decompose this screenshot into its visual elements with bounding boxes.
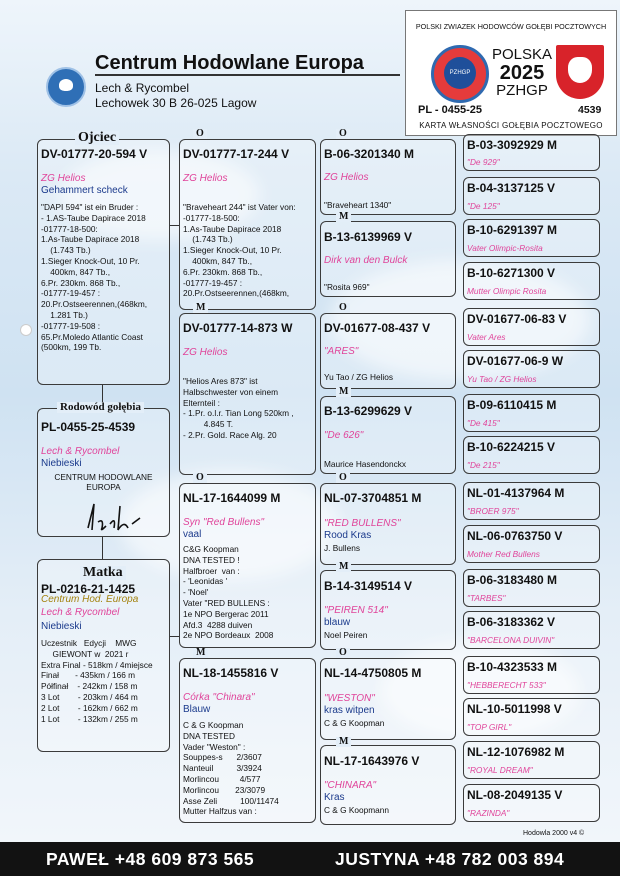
page-title: Centrum Hodowlane Europa xyxy=(95,52,364,74)
ancestor-ring: B-14-3149514 V xyxy=(324,579,413,593)
ancestor-box xyxy=(320,658,456,740)
great-ancestor-name: "BARCELONA DUIVIN" xyxy=(467,635,555,645)
great-ancestor-box xyxy=(463,569,600,607)
sire-mother-ring: DV-01777-14-873 W xyxy=(183,321,293,335)
great-ancestor-ring: B-06-3183480 M xyxy=(467,573,558,587)
signature-icon xyxy=(80,498,160,538)
father-box xyxy=(37,139,170,385)
ancestor-ring: NL-07-3704851 M xyxy=(324,491,422,505)
ancestor-box xyxy=(320,483,456,565)
great-ancestor-box xyxy=(463,741,600,779)
mother-ring: PL-0216-21-1425 xyxy=(41,582,136,596)
bird-owner: Lech & Rycombel xyxy=(41,446,120,457)
great-ancestor-ring: NL-12-1076982 M xyxy=(467,745,565,759)
great-ancestor-ring: NL-10-5011998 V xyxy=(467,702,562,716)
ancestor-box xyxy=(320,139,456,215)
dam-father-ring: NL-17-1644099 M xyxy=(183,491,281,505)
ancestor-color: Kras xyxy=(324,792,345,803)
father-label: Ojciec xyxy=(75,131,119,145)
ancestor-box xyxy=(320,221,456,297)
ancestor-sex: M xyxy=(336,737,351,747)
ancestor-name: "RED BULLENS" xyxy=(324,518,401,529)
dam-mother-color: Blauw xyxy=(183,704,211,715)
ancestor-info: Maurice Hasendonckx xyxy=(324,459,407,469)
ancestor-info: J. Bullens xyxy=(324,543,360,553)
sire-mother-sex: M xyxy=(193,303,208,313)
great-ancestor-name: "De 125" xyxy=(467,201,500,211)
great-ancestor-name: Vater Olimpic-Rosita xyxy=(467,243,543,253)
mother-breeder: Centrum Hod. Europa xyxy=(41,594,139,605)
sire-mother-box xyxy=(179,313,316,475)
owner-address: Lechowek 30 B 26-025 Lagow xyxy=(95,96,257,110)
dam-father-info: C&G Koopman DNA TESTED ! Halfbroer van : - 'Leonidas ' - 'Noel' Vater "RED BULLENS : 1e NPO Bergerac 2011 Afd.3 4288 duiven 2e NPO Bordeaux 2008 xyxy=(183,544,274,641)
great-ancestor-ring: B-04-3137125 V xyxy=(467,181,556,195)
great-ancestor-ring: NL-01-4137964 M xyxy=(467,486,565,500)
great-ancestor-name: Vater Ares xyxy=(467,332,506,342)
contact-pawel: PAWEŁ +48 609 873 565 xyxy=(46,849,255,869)
ancestor-ring: B-13-6299629 V xyxy=(324,404,413,418)
card-country-year xyxy=(488,47,556,99)
dam-mother-box xyxy=(179,658,316,823)
great-ancestor-box xyxy=(463,436,600,474)
great-ancestor-name: "De 215" xyxy=(467,460,500,470)
ancestor-color: kras witpen xyxy=(324,705,375,716)
ancestor-box xyxy=(320,570,456,650)
father-color: Gehammert scheck xyxy=(41,185,128,196)
card-count: 4539 xyxy=(578,104,602,116)
father-name: ZG Helios xyxy=(41,173,86,184)
ancestor-name: "WESTON" xyxy=(324,693,375,704)
sire-father-box xyxy=(179,139,316,310)
father-info: "DAPI 594" ist ein Bruder : - 1.AS-Taube Dapirace 2018 -01777-18-500: 1.As-Taube Dapirace 2018 (1.743 Tb.) 1.Sieger Knock-Out, 10 Pr. 400km, 847 Tb., 6.Pr. 230km. 868 Tb., -01777-19-457 : 20.Pr.Ostseerennen,(468km, 1.281 Tb.) -01777-19-508 : 65.Pr.Moledo Atlantic Coast (500km, 199 Tb. xyxy=(41,202,148,353)
bird-breeder-2: EUROPA xyxy=(86,482,121,492)
ancestor-ring: NL-14-4750805 M xyxy=(324,666,422,680)
ancestor-sex: O xyxy=(336,129,350,139)
ancestor-info: Noel Peiren xyxy=(324,630,368,640)
dam-father-name: Syn "Red Bullens" xyxy=(183,517,265,528)
great-ancestor-box xyxy=(463,394,600,432)
ancestor-color: blauw xyxy=(324,617,351,628)
punch-hole xyxy=(20,324,32,336)
great-ancestor-name: "HEBBERECHT 533" xyxy=(467,680,546,690)
connector-line xyxy=(170,636,179,637)
mother-color: Niebieski xyxy=(41,621,82,632)
ancestor-name: Dirk van den Bulck xyxy=(324,255,408,266)
ownership-card xyxy=(405,10,617,136)
great-ancestor-ring: B-09-6110415 M xyxy=(467,398,557,412)
contact-justyna: JUSTYNA +48 782 003 894 xyxy=(335,849,565,869)
card-line2: 2025 xyxy=(499,62,545,84)
dam-father-color: vaal xyxy=(183,529,202,540)
great-ancestor-ring: B-10-6224215 V xyxy=(467,440,556,454)
ancestor-info: C & G Koopmann xyxy=(324,805,390,815)
great-ancestor-name: Mother Red Bullens xyxy=(467,549,540,559)
great-ancestor-name: "ROYAL DREAM" xyxy=(467,765,533,775)
software-version: Hodowla 2000 v4 © xyxy=(523,830,585,837)
great-ancestor-ring: B-10-6291397 M xyxy=(467,223,558,237)
bird-ring: PL-0455-25-4539 xyxy=(41,420,136,434)
ancestor-info: C & G Koopman xyxy=(324,718,385,728)
ancestor-ring: B-13-6139969 V xyxy=(324,230,413,244)
mother-label: Matka xyxy=(80,566,126,580)
great-ancestor-name: Mutter Olimpic Rosita xyxy=(467,286,547,296)
dam-mother-name: Córka "Chinara" xyxy=(183,692,255,703)
card-line3: PZHGP xyxy=(496,82,548,99)
club-logo xyxy=(46,67,86,107)
ancestor-sex: M xyxy=(336,562,351,572)
ancestor-box xyxy=(320,313,456,389)
great-ancestor-box xyxy=(463,262,600,300)
ancestor-name: "PEIREN 514" xyxy=(324,605,388,616)
card-line1: POLSKA xyxy=(491,46,553,63)
dam-father-sex: O xyxy=(193,473,207,483)
sire-father-sex: O xyxy=(193,129,207,139)
great-ancestor-ring: B-03-3092929 M xyxy=(467,138,558,152)
great-ancestor-box xyxy=(463,177,600,215)
mother-owner: Lech & Rycombel xyxy=(41,607,120,618)
great-ancestor-box xyxy=(463,656,600,694)
sire-father-name: ZG Helios xyxy=(183,173,228,184)
great-ancestor-ring: DV-01677-06-83 V xyxy=(467,312,567,326)
great-ancestor-name: "RAZINDA" xyxy=(467,808,510,818)
great-ancestor-ring: DV-01677-06-9 W xyxy=(467,354,564,368)
ancestor-color: Rood Kras xyxy=(324,530,372,541)
great-ancestor-ring: NL-06-0763750 V xyxy=(467,529,563,543)
great-ancestor-box xyxy=(463,350,600,388)
card-footer: KARTA WŁASNOŚCI GOŁĘBIA POCZTOWEGO xyxy=(419,121,603,130)
great-ancestor-name: "De 929" xyxy=(467,157,500,167)
ancestor-name: "ARES" xyxy=(324,346,359,357)
mother-info: Uczestnik Edycji MWG GIEWONT w 2021 r Extra Final - 518km / 4miejsce Finał - 435km / 166 m Półfinał - 242km / 158 m 3 Lot - 203km / 464 m 2 Lot - 162km / 662 m 1 Lot - 132km / 255 m xyxy=(41,638,153,724)
contact-footer xyxy=(0,842,620,876)
dam-mother-info: C & G Koopman DNA TESTED Vader "Weston" : Souppes-s 2/3607 Nanteuil 3/3924 Morlincou 4/577 Morlincou 23/3079 Asse Zeli 100/11474 Mutter Halfzus van : xyxy=(183,720,279,817)
ancestor-name: "CHINARA" xyxy=(324,780,377,791)
ancestor-box xyxy=(320,396,456,474)
ancestor-info: Yu Tao / ZG Helios xyxy=(324,372,394,382)
great-ancestor-name: "TOP GIRL" xyxy=(467,722,512,732)
great-ancestor-box xyxy=(463,308,600,346)
owner-name: Lech & Rycombel xyxy=(95,81,190,95)
great-ancestor-box xyxy=(463,134,600,171)
ancestor-sex: O xyxy=(336,303,350,313)
great-ancestor-box xyxy=(463,219,600,257)
great-ancestor-box xyxy=(463,482,600,520)
ancestor-ring: NL-17-1643976 V xyxy=(324,754,420,768)
bird-color: Niebieski xyxy=(41,458,82,469)
great-ancestor-ring: NL-08-2049135 V xyxy=(467,788,563,802)
ancestor-box xyxy=(320,745,456,825)
ancestor-sex: O xyxy=(336,648,350,658)
card-org-name: POLSKI ZWIAZEK HODOWCÓW GOŁĘBI POCZTOWYCH xyxy=(415,22,607,31)
title-underline xyxy=(95,74,400,76)
ancestor-sex: O xyxy=(336,473,350,483)
great-ancestor-ring: B-10-4323533 M xyxy=(467,660,558,674)
logo-text: PZHGP xyxy=(444,57,476,89)
sire-father-ring: DV-01777-17-244 V xyxy=(183,147,290,161)
ancestor-name: ZG Helios xyxy=(324,172,369,183)
dam-father-box xyxy=(179,483,316,648)
ancestor-ring: B-06-3201340 M xyxy=(324,147,415,161)
great-ancestor-box xyxy=(463,525,600,563)
ancestor-info: "Rosita 969" xyxy=(324,282,370,292)
father-ring: DV-01777-20-594 V xyxy=(41,147,148,161)
ancestor-info: "Braveheart 1340" xyxy=(324,200,392,210)
great-ancestor-ring: B-10-6271300 V xyxy=(467,266,556,280)
dam-mother-sex: M xyxy=(193,648,208,658)
pedigree-label: Rodowód gołębia xyxy=(57,402,144,413)
great-ancestor-box xyxy=(463,611,600,649)
ancestor-sex: M xyxy=(336,212,351,222)
eagle-emblem-icon xyxy=(556,45,604,99)
card-ring: PL - 0455-25 xyxy=(418,104,483,116)
great-ancestor-name: Yu Tao / ZG Helios xyxy=(467,374,537,384)
sire-father-info: "Braveheart 244" ist Vater von: -01777-18-500: 1.As-Taube Dapirace 2018 (1.743 Tb.) 1.Sieger Knock-Out, 10 Pr. 400km, 847 Tb., 6.Pr. 230km. 868 Tb., -01777-19-457 : 20.Pr.Ostseerennen,(468km, xyxy=(183,202,296,299)
connector-line xyxy=(170,225,179,226)
bird-breeder-1: CENTRUM HODOWLANE xyxy=(54,472,153,482)
pzhgp-logo xyxy=(431,45,489,103)
great-ancestor-box xyxy=(463,784,600,822)
great-ancestor-box xyxy=(463,698,600,736)
great-ancestor-ring: B-06-3183362 V xyxy=(467,615,556,629)
great-ancestor-name: "TARBES" xyxy=(467,593,506,603)
ancestor-sex: M xyxy=(336,387,351,397)
ancestor-ring: DV-01677-08-437 V xyxy=(324,321,431,335)
dam-mother-ring: NL-18-1455816 V xyxy=(183,666,279,680)
ancestor-name: "De 626" xyxy=(324,430,364,441)
great-ancestor-name: "BROER 975" xyxy=(467,506,519,516)
great-ancestor-name: "De 415" xyxy=(467,418,500,428)
sire-mother-name: ZG Helios xyxy=(183,347,228,358)
mother-box xyxy=(37,559,170,752)
sire-mother-info: "Helios Ares 873" ist Halbschwester von einem Elternteil : - 1.Pr. o.l.r. Tian Long 520km , 4.845 T. - 2.Pr. Gold. Race Alg. 20 xyxy=(183,376,294,440)
connector-line xyxy=(102,537,103,559)
